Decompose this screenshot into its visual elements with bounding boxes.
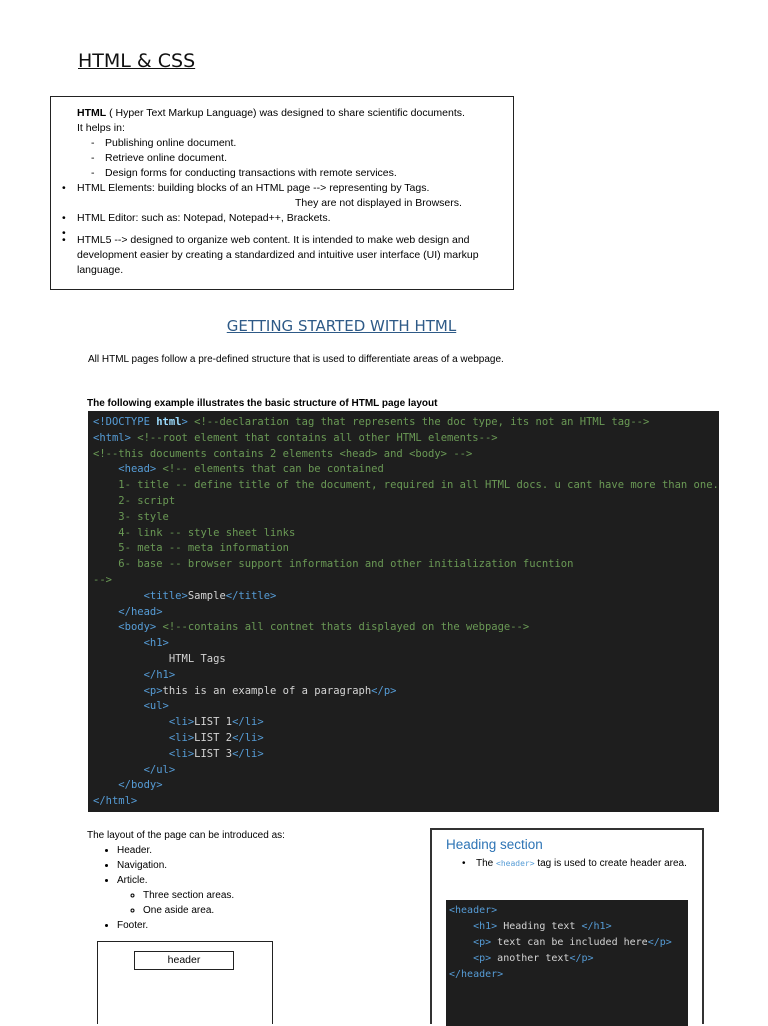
- code-line: <li>LIST 1</li>: [168, 716, 264, 729]
- list-item: ◦ One aside area.: [143, 903, 285, 918]
- section-intro: All HTML pages follow a pre-defined structure that is used to differentiate areas of a webpage.: [88, 354, 504, 365]
- code-line: <body> <!--contains all contnet thats displayed on the webpage-->: [118, 621, 530, 634]
- code-line: 6- base -- browser support information and other initialization fucntion: [118, 558, 574, 571]
- layout-section: [87, 828, 285, 933]
- list-item: - Retrieve online document.: [105, 151, 505, 166]
- list-item-label: Article.: [117, 875, 148, 886]
- list-item: • Navigation.: [117, 858, 285, 873]
- list-item: [117, 873, 285, 918]
- code-line: </ul>: [143, 763, 176, 776]
- list-item: • HTML5 --> designed to organize web content. It is intended to make web design and development easier by creating a standardized and intuitive user interface (UI) markup language.: [77, 233, 505, 278]
- code-line: HTML Tags: [168, 652, 226, 665]
- code-line: <header>: [449, 905, 498, 916]
- elements-note: They are not displayed in Browsers.: [295, 197, 462, 209]
- code-line: <title>Sample</title>: [143, 589, 277, 602]
- code-line: </h1>: [143, 668, 176, 681]
- heading-card-bullet: • The <header> tag is used to create header area.: [476, 857, 696, 871]
- layout-intro: The layout of the page can be introduced as:: [87, 830, 285, 841]
- code-line: </head>: [118, 605, 163, 618]
- intro-line: [77, 106, 505, 121]
- layout-diagram: [97, 941, 273, 1024]
- heading-card-title: Heading section: [446, 837, 543, 852]
- spacer: [77, 226, 505, 233]
- code-block: [88, 411, 719, 812]
- intro-html-bold: HTML: [77, 107, 107, 119]
- code-line: <html> <!--root element that contains all other HTML elements-->: [93, 431, 498, 444]
- code-line: <p>this is an example of a paragraph</p>: [143, 684, 397, 697]
- code-line: 1- title -- define title of the document, required in all HTML docs. u cant have more than one.: [118, 479, 719, 492]
- intro-html-definition: ( Hyper Text Markup Language) was designed to share scientific documents.: [106, 107, 465, 119]
- code-line: </body>: [118, 779, 163, 792]
- list-item: ◦ Three section areas.: [143, 888, 285, 903]
- example-caption: The following example illustrates the basic structure of HTML page layout: [87, 398, 438, 409]
- code-line: <!--this documents contains 2 elements <head> and <body> -->: [93, 447, 473, 460]
- code-line: <li>LIST 3</li>: [168, 747, 264, 760]
- article-sublist: [117, 888, 285, 918]
- code-line: 2- script: [118, 494, 176, 507]
- intro-bullets: [77, 181, 505, 278]
- code-line: <p> another text</p>: [473, 953, 594, 964]
- heading-section-card: [430, 828, 704, 1024]
- list-item: [77, 181, 505, 211]
- diagram-header-box: header: [134, 951, 234, 970]
- code-line: <head> <!-- elements that can be contained: [118, 463, 384, 476]
- list-item: • HTML Editor: such as: Notepad, Notepad++, Brackets.: [77, 211, 505, 226]
- helps-list: [77, 136, 505, 181]
- list-item: - Publishing online document.: [105, 136, 505, 151]
- list-item: • Footer.: [117, 918, 285, 933]
- code-line: <p> text can be included here</p>: [473, 937, 672, 948]
- section-title: GETTING STARTED WITH HTML: [226, 317, 457, 335]
- code-line: <li>LIST 2</li>: [168, 731, 264, 744]
- code-line: -->: [93, 573, 112, 586]
- intro-box: [50, 96, 514, 290]
- code-line: <!DOCTYPE html> <!--declaration tag that represents the doc type, its not an HTML tag-->: [93, 416, 650, 428]
- code-line: <h1> Heading text </h1>: [473, 921, 612, 932]
- elements-text: • HTML Elements: building blocks of an HTML page --> representing by Tags.: [77, 182, 430, 194]
- inline-code-tag: <header>: [496, 859, 535, 868]
- list-item: - Design forms for conducting transactions with remote services.: [105, 166, 505, 181]
- document-title: HTML & CSS: [78, 50, 196, 72]
- code-line: 4- link -- style sheet links: [118, 526, 296, 539]
- code-line: 5- meta -- meta information: [118, 542, 289, 555]
- code-line: <ul>: [143, 700, 169, 713]
- code-line: 3- style: [118, 510, 169, 523]
- code-line: </html>: [93, 795, 138, 808]
- layout-list: [87, 843, 285, 933]
- heading-code-block: [446, 900, 688, 1026]
- code-line: </header>: [449, 969, 504, 980]
- code-line: <h1>: [143, 637, 169, 650]
- intro-helps-label: It helps in:: [77, 122, 125, 134]
- list-item: • Header.: [117, 843, 285, 858]
